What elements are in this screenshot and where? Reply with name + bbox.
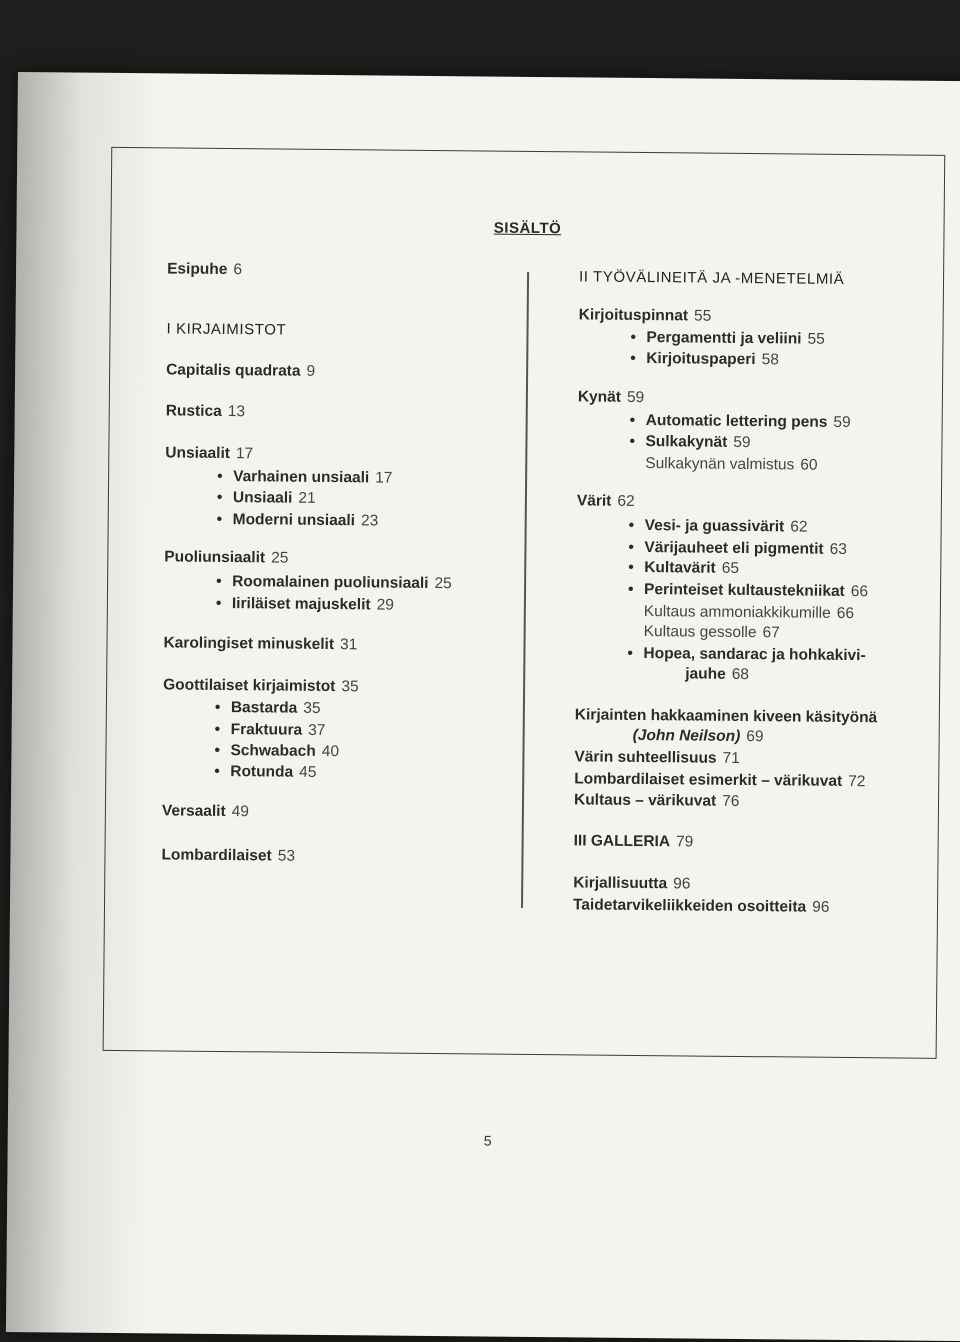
- toc-subentry: • Roomalainen puoliunsiaali 25: [216, 572, 452, 593]
- toc-subentry: • Vesi- ja guassivärit 62: [628, 516, 808, 536]
- toc-entry-kynat: Kynät 59: [577, 388, 645, 407]
- toc-entry-rustica: Rustica 13: [165, 402, 246, 421]
- toc-subentry: • Automatic lettering pens 59: [629, 411, 851, 432]
- toc-entry-kirjallisuutta: Kirjallisuutta 96: [573, 874, 691, 893]
- part-heading-3: III GALLERIA 79: [573, 832, 694, 851]
- toc-entry-taidetarvike: Taidetarvikeliikkeiden osoitteita 96: [572, 896, 830, 916]
- left-column: [161, 260, 497, 865]
- contents-frame: [103, 147, 946, 1059]
- right-column: [572, 264, 919, 916]
- toc-subentry-continuation: jauhe 68: [685, 665, 750, 684]
- toc-entry-capitalis: Capitalis quadrata 9: [166, 361, 316, 380]
- toc-entry-varit: Värit 62: [576, 492, 635, 510]
- book-page: [6, 72, 960, 1342]
- toc-entry-goottilaiset: Goottilaiset kirjaimistot 35: [163, 676, 359, 696]
- toc-subentry: • Perinteiset kultaustekniikat 66: [627, 580, 869, 601]
- toc-entry-kultaus-kuvat: Kultaus – värikuvat 76: [573, 791, 740, 810]
- toc-subentry: • Kultavärit 65: [628, 558, 740, 577]
- part-heading-1: I KIRJAIMISTOT: [166, 320, 287, 339]
- page-number: 5: [483, 1132, 492, 1149]
- toc-subentry: • Värijauheet eli pigmentit 63: [628, 538, 847, 558]
- toc-subentry: • Hopea, sandarac ja hohkakivi-: [627, 644, 866, 665]
- toc-entry-esipuhe: Esipuhe 6: [167, 260, 243, 279]
- toc-subsubentry: Sulkakynän valmistus 60: [645, 455, 818, 474]
- toc-entry-versaalit: Versaalit 49: [161, 802, 250, 821]
- toc-subentry: • Iiriläiset majuskelit 29: [215, 594, 394, 614]
- toc-subsubentry: Kultaus gessolle 67: [643, 623, 780, 642]
- toc-subentry: • Bastarda 35: [214, 698, 321, 717]
- toc-entry-author: (John Neilson) 69: [632, 726, 764, 746]
- column-divider: [521, 272, 529, 908]
- toc-entry-lombardilaiset: Lombardilaiset 53: [161, 846, 296, 865]
- toc-subentry: • Sulkakynät 59: [629, 432, 751, 452]
- toc-subentry: • Kirjoituspaperi 58: [630, 349, 779, 369]
- toc-entry-puoliunsiaalit: Puoliunsiaalit 25: [164, 548, 289, 567]
- toc-subentry: • Schwabach 40: [214, 741, 340, 761]
- toc-entry-suhteellisuus: Värin suhteellisuus 71: [574, 748, 740, 767]
- toc-subentry: • Varhainen unsiaali 17: [217, 467, 393, 487]
- toc-entry-hakkaaminen: Kirjainten hakkaaminen kiveen käsityönä: [574, 706, 878, 727]
- toc-entry-karolingiset: Karolingiset minuskelit 31: [163, 634, 358, 654]
- toc-subentry: • Pergamentti ja veliini 55: [630, 328, 825, 348]
- part-heading-2: II TYÖVÄLINEITÄ JA -MENETELMIÄ: [578, 268, 845, 288]
- toc-subentry: • Rotunda 45: [214, 762, 317, 781]
- toc-subentry: • Unsiaali 21: [216, 488, 316, 507]
- toc-subentry: • Moderni unsiaali 23: [216, 510, 379, 530]
- toc-entry-kirjoituspinnat: Kirjoituspinnat 55: [578, 306, 712, 325]
- contents-title: SISÄLTÖ: [493, 219, 562, 238]
- toc-subsubentry: Kultaus ammoniakkikumille 66: [643, 603, 855, 623]
- toc-subentry: • Fraktuura 37: [214, 720, 326, 739]
- toc-entry-unsiaalit: Unsiaalit 17: [165, 444, 254, 463]
- toc-entry-lombardi-esimerkit: Lombardilaiset esimerkit – värikuvat 72: [574, 770, 866, 791]
